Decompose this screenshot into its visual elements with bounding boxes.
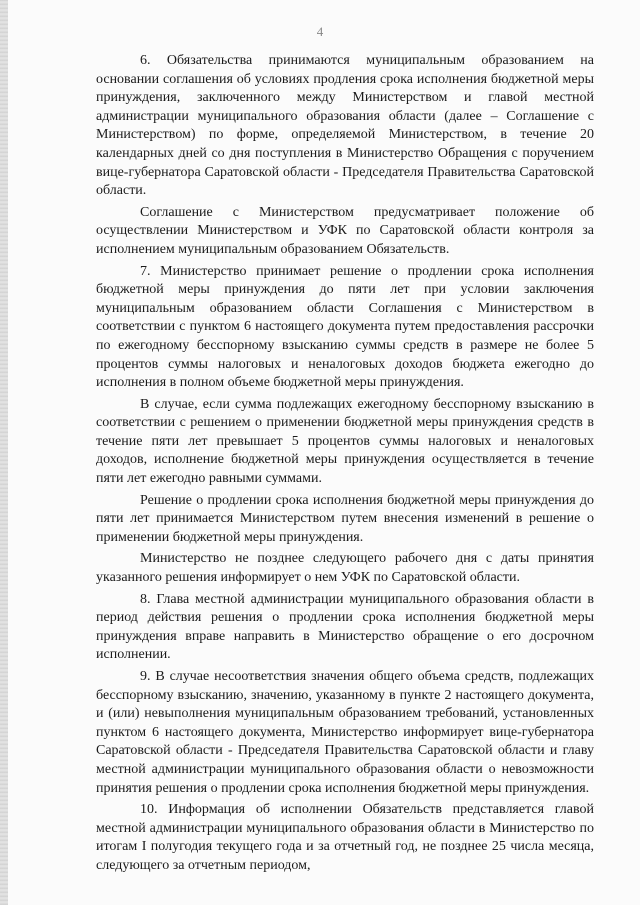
paragraph-9: 9. В случае несоответствия значения общего объема средств, подлежащих бесспорному взысканию, значению, указанному в пункте 2 настоящего документа, и (или) невыполнения муниципальным образованием требований, установленных пунктом 6 настоящего документа, Министерство информирует вице-губернатора Саратовской области - Председателя Правительства Саратовской области и главу местной администрации муниципального образования области о невозможности принятия решения о продлении срока исполнения бюджетной меры принуждения. <box>96 669 594 796</box>
scan-edge <box>0 0 8 905</box>
paragraph-8: 8. Глава местной администрации муниципального образования области в период действия решения о продлении срока исполнения бюджетной меры принуждения вправе направить в Министерство обращение о его досрочном исполнении. <box>96 591 594 663</box>
paragraph-decision: Решение о продлении срока исполнения бюджетной меры принуждения до пяти лет принимается Министерством путем внесения изменений в решение о применении бюджетной меры принуждения. <box>96 492 594 545</box>
paragraph-7: 7. Министерство принимает решение о продлении срока исполнения бюджетной меры принуждения до пяти лет при условии заключения муниципальным образованием области Соглашения с Министерством в соответствии с пунктом 6 настоящего документа путем предоставления рассрочки по ежегодному бесспорному взысканию суммы средств в размере не более 5 процентов суммы налоговых и неналоговых доходов бюджета ежегодно до исполнения в полном объеме бюджетной меры принуждения. <box>96 263 594 391</box>
paragraph-6: 6. Обязательства принимаются муниципальным образованием на основании соглашения об условиях продления срока исполнения бюджетной меры принуждения, заключенного между Министерством и главой местной администрации муниципального образования области (далее – Соглашение с Министерством) по форме, определяемой Министерством, в течение 20 календарных дней со дня поступления в Министерство Обращения с поручением вице-губернатора Саратовской области - Председателя Правительства Саратовской области. <box>96 53 594 199</box>
page-number: 4 <box>316 24 324 39</box>
paragraph-ufk-notice: Министерство не позднее следующего рабочего дня с даты принятия указанного решения информирует о нем УФК по Саратовской области. <box>96 551 594 586</box>
paragraph-10: 10. Информация об исполнении Обязательств представляется главой местной администрации муниципального образования области в Министерство по итогам I полугодия текущего года и за отчетный год, не позднее 25 числа месяца, следующего за отчетным периодом, <box>96 802 594 873</box>
paragraph-agreement-provision: Соглашение с Министерством предусматривает положение об осуществлении Министерством и УФК по Саратовской области контроля за исполнением муниципальным образованием Обязательств. <box>96 204 594 257</box>
paragraph-installment-case: В случае, если сумма подлежащих ежегодному бесспорному взысканию в соответствии с решением о применении бюджетной меры принуждения средств в течение пяти лет превышает 5 процентов суммы налоговых и неналоговых доходов, исполнение бюджетной меры принуждения осуществляется в течение пяти лет ежегодно равными суммами. <box>96 396 594 487</box>
document-body <box>96 52 594 879</box>
